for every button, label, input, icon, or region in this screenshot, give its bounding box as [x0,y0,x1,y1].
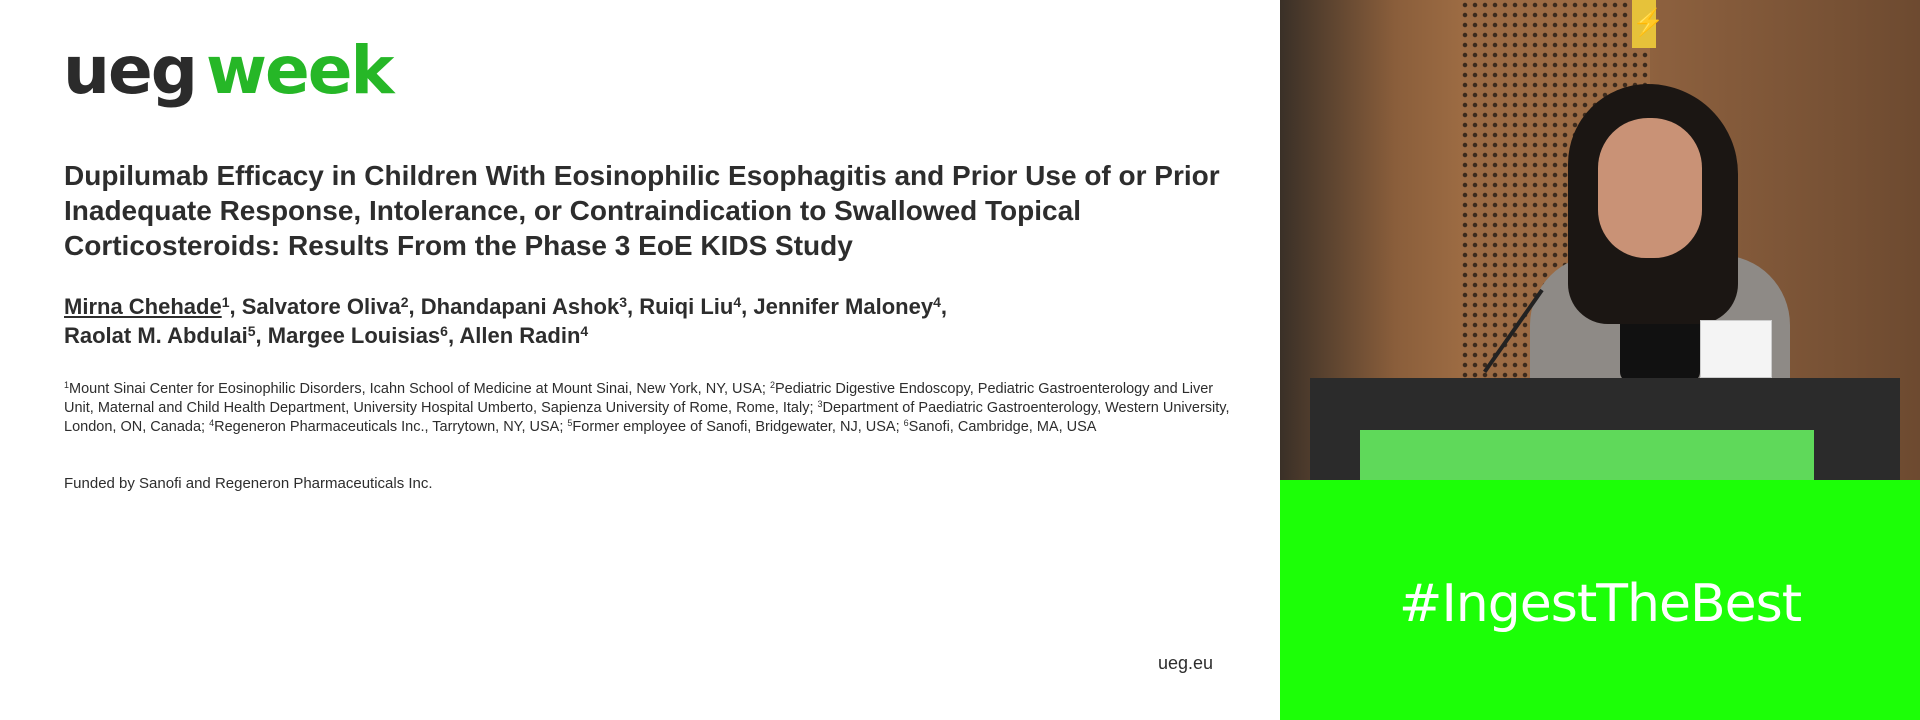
affil-text: Former employee of Sanofi, Bridgewater, NJ, USA; [572,419,904,435]
author-name: Jennifer Maloney [753,294,934,319]
author-3 [421,294,639,319]
author-sep: , [229,294,242,319]
author-sep: , [940,294,947,319]
author-name: Salvatore Oliva [241,294,401,319]
affil-sup: 2 [769,380,775,390]
author-sep: , [626,294,640,319]
author-affil-sup: 4 [733,294,742,310]
author-5 [753,294,947,319]
affil-sup: 5 [567,418,573,428]
affil-sup: 3 [817,399,823,409]
podium-screen [1360,430,1814,480]
affil-text: Pediatric Digestive Endoscopy, Pediatric Gastroenterology and Liver Unit, Maternal and Child Health Department, University Hospital Umberto, Sapienza University of Rome, Rome, Italy; [64,381,1214,416]
author-name: Ruiqi Liu [639,294,734,319]
footer-url: ueg.eu [1158,653,1214,673]
author-affil-sup: 3 [619,294,627,310]
author-6 [64,323,268,348]
author-affil-sup: 4 [933,294,941,310]
author-name: Margee Louisias [267,323,441,348]
affil-text: Mount Sinai Center for Eosinophilic Disorders, Icahn School of Medicine at Mount Sinai, New York, NY, USA; [69,381,770,397]
author-affil-sup: 6 [440,323,448,339]
funding-statement: Funded by Sanofi and Regeneron Pharmaceuticals Inc. [64,475,433,492]
affil-sup: 6 [903,418,909,428]
author-sep: , [408,294,421,319]
author-affil-sup: 5 [247,323,256,339]
author-name: Raolat M. Abdulai [64,323,248,348]
name-badge [1700,320,1772,378]
logo-ueg-text: ueg [63,32,196,109]
author-8 [459,323,588,348]
author-affil-sup: 2 [400,294,409,310]
author-affil-sup: 4 [580,323,589,339]
affiliations [64,380,1234,437]
affil-sup: 1 [64,380,70,390]
author-7 [268,323,460,348]
warning-sign-icon: ⚡ [1632,0,1656,48]
affil-text: Department of Paediatric Gastroenterology, Western University, London, ON, Canada; [64,400,1230,435]
hashtag-text: #IngestTheBest [1398,574,1802,634]
author-2 [242,294,421,319]
presenter-name: Mirna Chehade [64,294,222,319]
author-name: Dhandapani Ashok [420,294,620,319]
logo-week-text: week [206,32,393,109]
author-sep: , [255,323,268,348]
author-1 [64,294,242,319]
affil-sup: 4 [209,418,215,428]
author-affil-sup: 1 [221,294,230,310]
ueg-week-logo [63,32,393,109]
speaker-face [1598,118,1702,258]
speaker-video [1280,0,1920,480]
author-name: Allen Radin [459,323,581,348]
hashtag-banner [1280,480,1920,720]
author-sep: , [447,323,460,348]
author-4 [639,294,753,319]
author-sep: , [741,294,754,319]
affil-text: Regeneron Pharmaceuticals Inc., Tarrytown, NY, USA; [214,419,568,435]
author-list [64,292,1244,350]
affil-text: Sanofi, Cambridge, MA, USA [908,419,1097,435]
slide-title: Dupilumab Efficacy in Children With Eosinophilic Esophagitis and Prior Use of or Prior Inadequate Response, Intolerance, or Contraindication to Swallowed Topical Corticosteroids: Results From the Phase 3 EoE KIDS Study [64,160,1220,261]
